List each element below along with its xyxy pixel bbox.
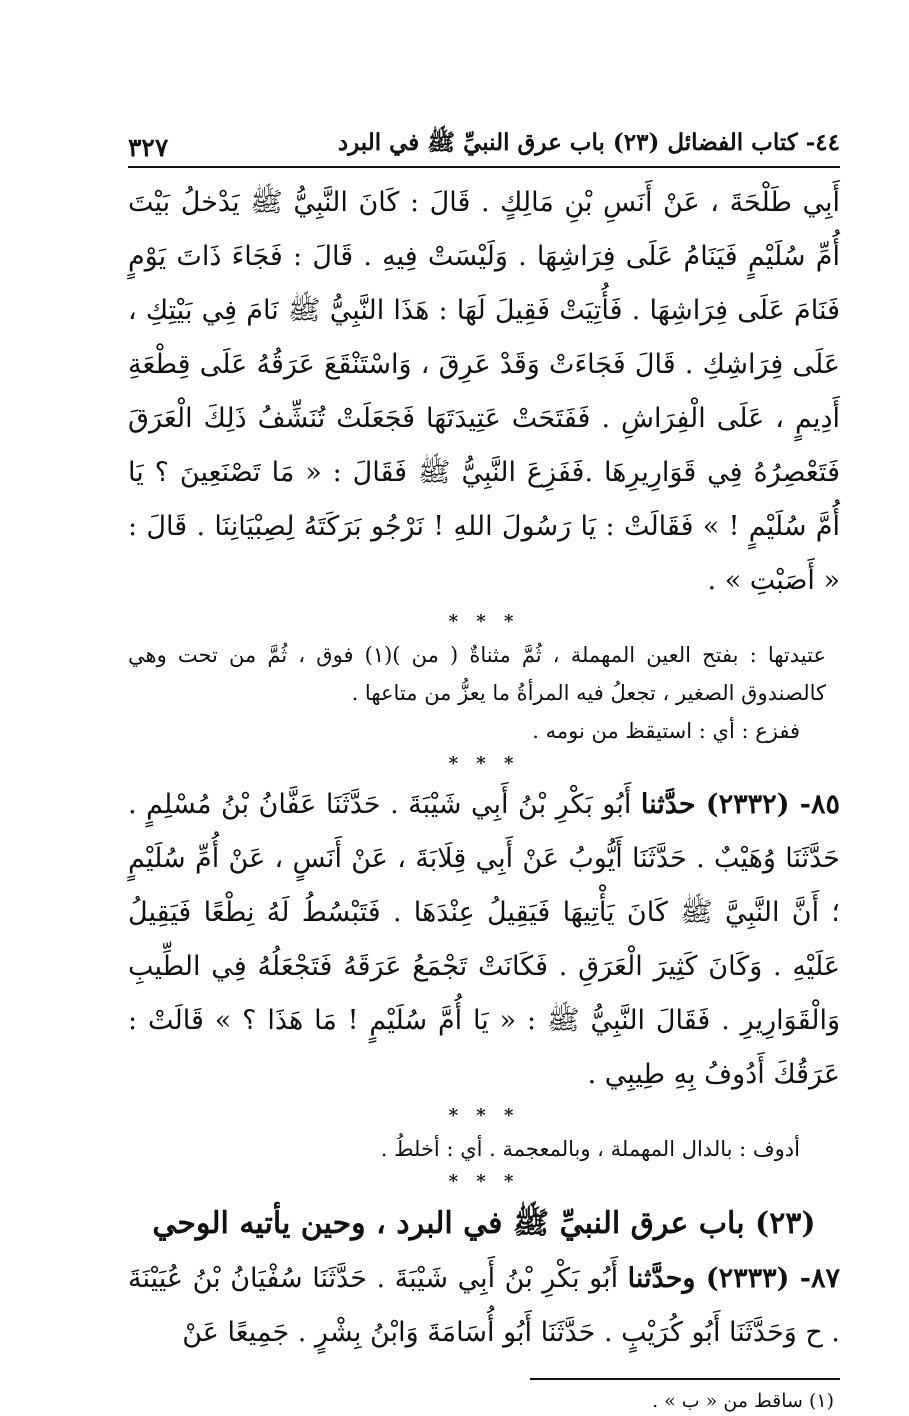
note-adufu: أدوف : بالدال المهملة ، وبالمعجمة . أي : أخلطُ . (380, 1137, 800, 1161)
separator-4: * * * (448, 1171, 520, 1192)
main-text: أَبِي طَلْحَةَ ، عَنْ أَنَسِ بْنِ مَالِكٍ . قَالَ : كَانَ النَّبِيُّ ﷺ يَدْخلُ بَيْتَ أُمِّ سُلَيْمٍ فَيَنَامُ عَلَى فِرَاشِهَا . وَلَيْسَتْ فِيهِ . قَالَ : فَجَاءَ ذَاتَ يَوْمٍ فَنَامَ عَلَى فِرَاشِهَا . فَأُتِيَتْ فَقِيلَ لَهَا : هَذَا النَّبِيُّ ﷺ نَامَ فِي بَيْتِكِ ، عَلَى فِرَاشِكِ . قَالَ فَجَاءَتْ وَقَدْ عَرِقَ ، وَاسْتَنْقَعَ عَرَقُهُ عَلَى قِطْعَةِ أَدِيمٍ ، عَلَى الْفِرَاشِ . فَفَتَحَتْ عَتِيدَتَهَا فَجَعَلَتْ تُنَشِّفُ ذَلِكَ الْعَرَقَ فَتَعْصِرُهُ فِي قَوَارِيرِهَا .فَفَزِعَ النَّبِيُّ ﷺ فَقَالَ : « مَا تَصْنَعِينَ ؟ يَا أُمَّ سُلَيْمٍ ! » فَقَالَتْ : يَا رَسُولَ اللهِ ! نَرْجُو بَرَكَتَهُ لِصِبْيَانِنَا . قَالَ : « أَصَبْتِ » . (128, 187, 840, 596)
footnote-1: (١) ساقط من « ب » . (652, 1390, 834, 1412)
note-fafazia: ففزع : أي : استيقظ من نومه . (532, 719, 800, 743)
running-title: ٤٤- كتاب الفضائل (٢٣) باب عرق النبيِّ ﷺ في البرد (337, 129, 840, 156)
hadith-87 (128, 1252, 840, 1360)
book-page (128, 118, 840, 1416)
separator-1: * * * (448, 611, 520, 632)
hadith-85-number: ٨٥- (٢٣٣٢) حدَّثنا (640, 789, 840, 820)
page-number: ٣٢٧ (128, 133, 169, 162)
separator-2: * * * (448, 753, 520, 774)
hadith-85-text: أَبُو بَكْرِ بْنُ أَبِي شَيْبَةَ . حَدَّثَنَا عَفَّانُ بْنُ مُسْلِمٍ . حَدَّثَنَا وُهَيْبٌ . حَدَّثَنَا أَيُّوبُ عَنْ أَبِي قِلَابَةَ ، عَنْ أَنَسٍ ، عَنْ أُمِّ سُلَيْمٍ ؛ أَنَّ النَّبِيَّ ﷺ كَانَ يَأْتِيهَا فَيَقِيلُ عِنْدَهَا . فَتَبْسُطُ لَهُ نِطْعًا فَيَقِيلُ عَلَيْهِ . وَكَانَ كَثِيرَ الْعَرَقِ . فَكَانَتْ تَجْمَعُ عَرَقَهُ فَتَجْعَلُهُ فِي الطِّيبِ وَالْقَوَارِيرِ . فَقَالَ النَّبِيُّ ﷺ : « يَا أُمَّ سُلَيْمٍ ! مَا هَذَا ؟ » قَالَتْ : عَرَقُكَ أَدُوفُ بِهِ طِيبِي . (128, 789, 840, 1090)
footnote-divider (530, 1378, 840, 1380)
hadith-87-text: أَبُو بَكْرِ بْنُ أَبِي شَيْبَةَ . حَدَّثَنَا سُفْيَانُ بْنُ عُيَيْنَةَ . ح وَحَدَّثَنَا أَبُو كُرَيْبٍ . حَدَّثَنَا أَبُو أُسَامَةَ وَابْنُ بِشْرٍ . جَمِيعًا عَنْ (128, 1263, 840, 1348)
hadith-85 (128, 778, 840, 1102)
note-atidatuha: عتيدتها : بفتح العين المهملة ، ثُمَّ مثناةٌ ( من )(١) فوق ، ثُمَّ من تحت وهي كالصندوق الصغير ، تجعلُ فيه المرأةُ ما يعزُّ من متاعها . (128, 643, 826, 705)
chapter-title: (٢٣) باب عرق النبيِّ ﷺ في البرد ، وحين يأتيه الوحي (152, 1206, 816, 1241)
running-header (128, 118, 840, 168)
hadith-87-number: ٨٧- (٢٣٣٣) وحدَّثنا (627, 1263, 840, 1294)
separator-3: * * * (448, 1105, 520, 1126)
